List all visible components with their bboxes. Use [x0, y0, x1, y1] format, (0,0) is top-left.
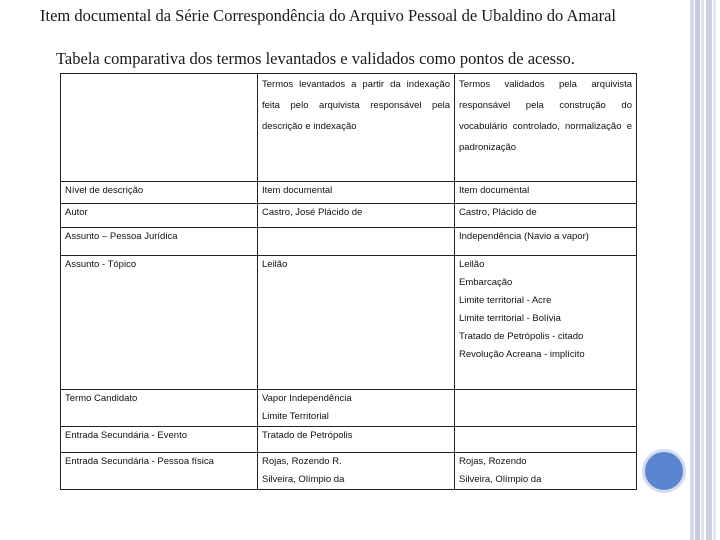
- row-validated-value: Leilão Embarcação Limite territorial - Acre Limite territorial - Bolívia Tratado de Petrópolis - citado Revolução Acreana - implícito: [455, 256, 637, 390]
- header-empty-cell: [61, 74, 258, 182]
- table-row: [61, 204, 637, 228]
- decorative-stripe: [713, 0, 716, 540]
- row-validated-value: Independência (Navio a vapor): [455, 228, 637, 256]
- row-indexed-value: Item documental: [258, 182, 455, 204]
- page-title: Item documental da Série Correspondência do Arquivo Pessoal de Ubaldino do Amaral: [40, 6, 616, 25]
- row-validated-value: Castro, Plácido de: [455, 204, 637, 228]
- row-label: Nível de descrição: [61, 182, 258, 204]
- row-indexed-value: Rojas, Rozendo R. Silveira, Olímpio da: [258, 453, 455, 490]
- row-label: Termo Candidato: [61, 390, 258, 427]
- row-label: Autor: [61, 204, 258, 228]
- table-row: [61, 182, 637, 204]
- row-label: Entrada Secundária - Evento: [61, 427, 258, 453]
- table-row: [61, 427, 637, 453]
- row-indexed-value: Castro, José Plácido de: [258, 204, 455, 228]
- table-row: [61, 453, 637, 490]
- table-row: [61, 390, 637, 427]
- row-validated-value: Item documental: [455, 182, 637, 204]
- row-label: Assunto - Tópico: [61, 256, 258, 390]
- row-validated-value: Rojas, Rozendo Silveira, Olímpio da: [455, 453, 637, 490]
- row-indexed-value: Vapor Independência Limite Territorial: [258, 390, 455, 427]
- row-label: Assunto – Pessoa Jurídica: [61, 228, 258, 256]
- decorative-stripe: [706, 0, 712, 540]
- decorative-stripe: [690, 0, 694, 540]
- page-subtitle: Tabela comparativa dos termos levantados e validados como pontos de acesso.: [56, 49, 575, 68]
- row-indexed-value: Tratado de Petrópolis: [258, 427, 455, 453]
- header-cell-indexed-terms: Termos levantados a partir da indexação feita pelo arquivista responsável pela descrição e indexação: [258, 74, 455, 182]
- table-header-row: [61, 74, 637, 182]
- comparison-table: [60, 73, 637, 490]
- row-validated-value: [455, 390, 637, 427]
- header-cell-validated-terms: Termos validados pela arquivista responsável pela construção do vocabulário controlado, normalização e padronização: [455, 74, 637, 182]
- row-validated-value: [455, 427, 637, 453]
- decorative-stripe: [695, 0, 700, 540]
- row-label: Entrada Secundária - Pessoa física: [61, 453, 258, 490]
- row-indexed-value: Leilão: [258, 256, 455, 390]
- row-indexed-value: [258, 228, 455, 256]
- decorative-stripe: [701, 0, 704, 540]
- table-row: [61, 228, 637, 256]
- table-row: [61, 256, 637, 390]
- decorative-circle: [642, 449, 686, 493]
